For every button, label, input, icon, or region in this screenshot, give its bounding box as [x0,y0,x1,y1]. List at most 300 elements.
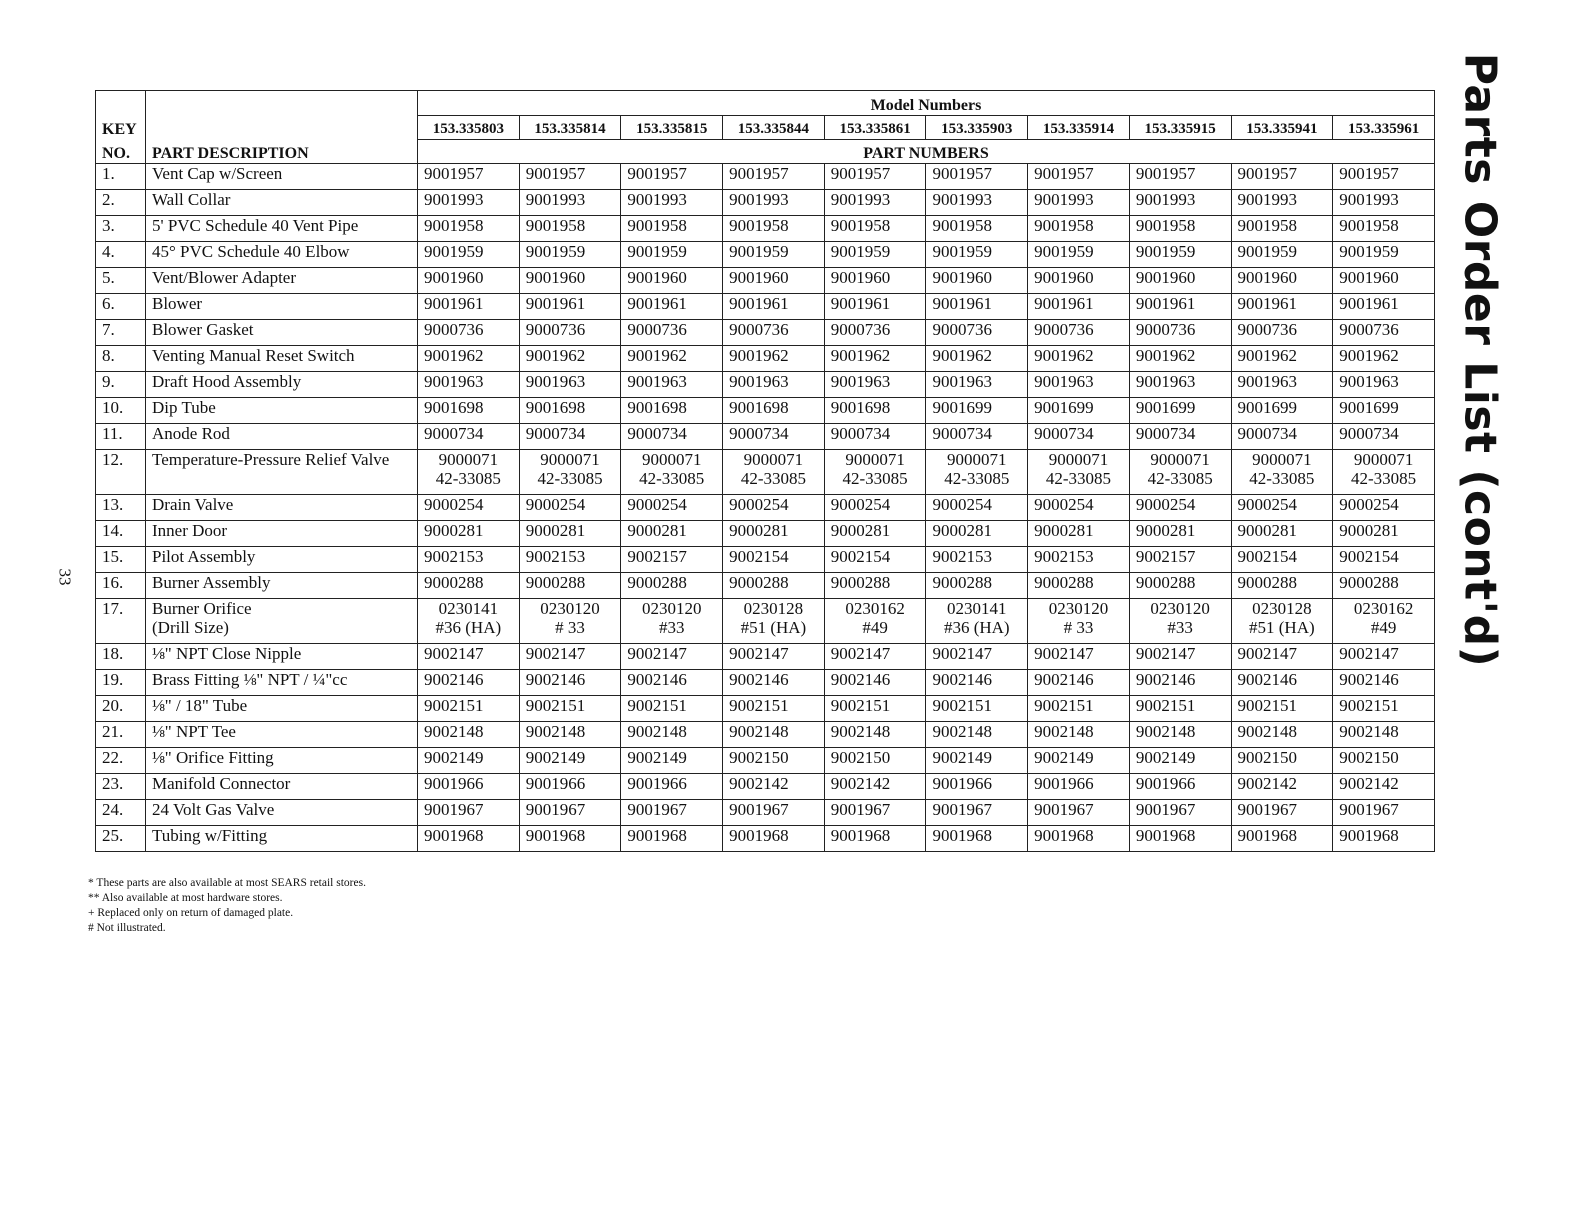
part-number-cell [723,495,825,521]
part-number: 0230120 [641,599,702,618]
part-number-cell [824,826,926,852]
part-number-cell [926,547,1028,573]
part-number: 9001966 [525,774,586,793]
part-number: 9001960 [525,268,586,287]
header-blank-desc [146,91,418,116]
part-description-text: 5' PVC Schedule 40 Vent Pipe [152,216,359,235]
part-number-cell [1333,748,1435,774]
part-number-cell [418,521,520,547]
part-number-cell [1231,547,1333,573]
part-number: 9001963 [424,372,484,391]
part-description-text: 45° PVC Schedule 40 Elbow [152,242,350,261]
model-number-header: 153.335815 [621,115,723,139]
table-row [96,495,1435,521]
part-number: 0230141 [438,599,499,618]
key-number: 18. [96,644,146,670]
key-number: 24. [96,800,146,826]
part-number-cell [1028,573,1130,599]
table-row [96,696,1435,722]
part-number: 9000071 [1252,450,1312,469]
part-number: 9001961 [729,294,789,313]
part-number: 9001962 [1135,346,1196,365]
table-row [96,424,1435,450]
part-description-text: Temperature-Pressure Relief Valve [152,450,390,469]
table-row [96,320,1435,346]
part-number: 9000736 [729,320,789,339]
part-number: 9001958 [830,216,891,235]
part-number: 9002149 [932,748,992,767]
part-number-cell [1129,547,1231,573]
part-number: 9001699 [1339,398,1399,417]
table-row [96,450,1435,495]
part-number: 9001961 [1135,294,1196,313]
part-number: 9002151 [1237,696,1297,715]
part-number: 9000254 [729,495,789,514]
part-number: 9000254 [1135,495,1196,514]
part-number-cell [824,547,926,573]
part-number-cell [723,547,825,573]
part-number-cell [519,573,621,599]
part-number: 9000281 [1237,521,1297,540]
part-number-cell [926,320,1028,346]
part-number: 9001961 [830,294,891,313]
part-number-cell [824,774,926,800]
table-row [96,268,1435,294]
part-number-cell [418,547,520,573]
part-number: 9002154 [1339,547,1399,566]
part-number-cell [621,670,723,696]
part-number-cell [1333,242,1435,268]
part-number-cell [926,190,1028,216]
part-number: 9001993 [932,190,992,209]
part-number-cell [621,774,723,800]
part-number: 9001698 [627,398,687,417]
part-number-cell [519,826,621,852]
part-number-cell [926,216,1028,242]
part-number: 9002157 [1135,547,1196,566]
part-number-cell [723,722,825,748]
part-number-cell [519,268,621,294]
part-number: 9001959 [627,242,687,261]
part-number-cell [1333,372,1435,398]
part-description-text: Draft Hood Assembly [152,372,302,391]
part-number: 9000288 [830,573,891,592]
part-number-cell [418,294,520,320]
part-number: 9001698 [729,398,789,417]
part-number-cell [723,774,825,800]
part-number: 9000281 [525,521,586,540]
part-number: 9001960 [1034,268,1094,287]
part-number-cell [1231,722,1333,748]
part-number-secondary: #49 [862,618,888,637]
part-number-cell [418,424,520,450]
part-number: 9002142 [1237,774,1297,793]
table-row [96,164,1435,190]
part-number: 9001957 [525,164,586,183]
part-number: 9002151 [424,696,484,715]
part-description-subtext: (Drill Size) [152,618,229,637]
table-row [96,670,1435,696]
table-body [96,164,1435,852]
part-number-cell [824,521,926,547]
part-number-cell [723,372,825,398]
part-number-cell [723,599,825,644]
part-number: 9001959 [424,242,484,261]
part-description [146,599,418,644]
part-number: 9000254 [1034,495,1094,514]
part-number-cell [1129,696,1231,722]
part-description [146,268,418,294]
part-description-text: Inner Door [152,521,228,540]
key-number: 7. [96,320,146,346]
part-number: 9001960 [1135,268,1196,287]
part-description [146,450,418,495]
part-description [146,573,418,599]
part-number: 9000734 [424,424,484,443]
part-number-cell [723,268,825,294]
part-number: 9000734 [1034,424,1094,443]
part-number-cell [723,294,825,320]
part-number-cell [926,424,1028,450]
part-number: 9000281 [627,521,687,540]
part-number: 9001699 [1237,398,1297,417]
part-number-cell [1028,748,1130,774]
part-number: 9002151 [729,696,789,715]
part-number: 9002147 [525,644,586,663]
part-number: 9000736 [830,320,891,339]
part-number-cell [723,424,825,450]
part-number-cell [1028,826,1130,852]
table-row [96,242,1435,268]
part-number-cell [519,800,621,826]
part-number-cell [621,722,723,748]
part-description [146,696,418,722]
part-number-cell [1028,599,1130,644]
part-number: 9002148 [1135,722,1196,741]
part-number-cell [621,696,723,722]
part-number-cell [418,696,520,722]
part-number-cell [1333,547,1435,573]
part-number-cell [723,800,825,826]
part-number-cell [621,216,723,242]
part-number: 9001962 [1339,346,1399,365]
part-number: 9000071 [743,450,804,469]
part-number-cell [1231,424,1333,450]
part-number-cell [1231,346,1333,372]
part-number: 9001967 [1034,800,1094,819]
part-number-cell [723,164,825,190]
part-number: 9001960 [729,268,789,287]
part-number: 9001967 [1339,800,1399,819]
part-number-cell [519,696,621,722]
part-number-cell [926,372,1028,398]
part-number: 9001966 [1135,774,1196,793]
part-number: 9000734 [1237,424,1297,443]
part-number: 9001957 [830,164,891,183]
part-number: 9002151 [1034,696,1094,715]
part-number: 9001698 [424,398,484,417]
part-number: 9002146 [627,670,687,689]
part-number-cell [1333,320,1435,346]
part-description-text: ⅛" / 18" Tube [152,696,248,715]
part-number-cell [1028,670,1130,696]
key-number: 5. [96,268,146,294]
part-number-secondary: 42-33085 [944,469,1010,488]
model-number-header: 153.335814 [519,115,621,139]
part-number: 9001967 [729,800,789,819]
part-number-cell [1231,398,1333,424]
part-number-cell [1028,800,1130,826]
model-number-header: 153.335914 [1028,115,1130,139]
part-number-cell [1333,599,1435,644]
part-number: 9001968 [525,826,586,845]
part-number: 9002157 [627,547,687,566]
part-number: 9001993 [729,190,789,209]
part-number: 9001963 [1034,372,1094,391]
part-number-cell [519,372,621,398]
part-number-cell [1028,294,1130,320]
part-number: 9001959 [525,242,586,261]
part-number-cell [723,696,825,722]
part-number: 9001962 [424,346,484,365]
part-number-cell [519,242,621,268]
part-number-cell [621,547,723,573]
part-number-cell [621,599,723,644]
part-number-cell [519,599,621,644]
part-number-cell [824,164,926,190]
part-number: 9001993 [830,190,891,209]
part-number-cell [1028,521,1130,547]
part-number-secondary: #36 (HA) [943,618,1010,637]
part-number: 9001958 [627,216,687,235]
part-number-cell [1028,424,1130,450]
part-number-cell [519,190,621,216]
part-number-cell [1129,599,1231,644]
part-number-secondary: 42-33085 [1147,469,1213,488]
part-number-cell [1333,644,1435,670]
part-number: 9000736 [1237,320,1297,339]
part-number: 9001962 [1034,346,1094,365]
part-number-cell [1231,242,1333,268]
part-description-text: Manifold Connector [152,774,291,793]
part-number: 9000736 [1034,320,1094,339]
header-blank-desc-2 [146,115,418,139]
part-number-cell [621,346,723,372]
part-description-text: Burner Orifice [152,599,252,618]
part-number: 9001958 [525,216,586,235]
part-number-cell [723,521,825,547]
model-number-header: 153.335941 [1231,115,1333,139]
header-row-part-numbers [96,139,1435,164]
part-description-text: Pilot Assembly [152,547,256,566]
part-number-cell [1231,644,1333,670]
part-number-cell [418,450,520,495]
key-number: 16. [96,573,146,599]
part-number-cell [824,268,926,294]
part-description-text: Drain Valve [152,495,234,514]
part-number-cell [723,573,825,599]
part-number: 9001993 [1135,190,1196,209]
key-number: 1. [96,164,146,190]
model-numbers-label: Model Numbers [418,91,1435,116]
key-number: 14. [96,521,146,547]
part-number: 9001967 [627,800,687,819]
part-number: 9001958 [1034,216,1094,235]
key-number: 10. [96,398,146,424]
part-number: 9000281 [424,521,484,540]
part-number-cell [723,398,825,424]
key-label: KEY [96,115,146,139]
table-row [96,599,1435,644]
part-number-cell [621,495,723,521]
part-description-label: PART DESCRIPTION [146,139,418,164]
part-number-cell [1028,450,1130,495]
part-number: 9001962 [932,346,992,365]
part-description [146,372,418,398]
part-number-cell [1333,294,1435,320]
part-number-cell [1333,800,1435,826]
part-number: 9002142 [729,774,789,793]
part-number-cell [1231,670,1333,696]
part-description-text: Dip Tube [152,398,216,417]
part-number-cell [926,346,1028,372]
part-number-cell [519,398,621,424]
part-number-secondary: # 33 [555,618,585,637]
part-description [146,774,418,800]
part-number-secondary: #33 [1167,618,1193,637]
part-number-cell [1231,826,1333,852]
part-number-secondary: #51 (HA) [1249,618,1315,637]
part-number: 9002147 [1237,644,1297,663]
part-number: 9001961 [932,294,992,313]
part-number-cell [418,346,520,372]
part-description-text: Wall Collar [152,190,231,209]
part-number-cell [1028,164,1130,190]
part-number: 9001968 [424,826,484,845]
part-number: 9001963 [729,372,789,391]
part-number-cell [1231,320,1333,346]
part-number-cell [1129,670,1231,696]
part-number-cell [824,398,926,424]
part-number: 9001958 [729,216,789,235]
part-number-cell [824,294,926,320]
part-number: 9002148 [525,722,586,741]
part-number: 9000254 [627,495,687,514]
table-row [96,644,1435,670]
part-number-cell [1028,320,1130,346]
part-number-cell [1231,216,1333,242]
part-number-cell [1129,521,1231,547]
part-number: 9001963 [1237,372,1297,391]
part-number-cell [1333,722,1435,748]
part-number-cell [926,670,1028,696]
part-number-cell [1129,294,1231,320]
part-number: 9001962 [525,346,586,365]
part-number: 9002146 [830,670,891,689]
part-number-cell [418,826,520,852]
part-number: 0230120 [1048,599,1109,618]
part-number: 9000736 [932,320,992,339]
part-number: 9001966 [627,774,687,793]
part-number-cell [1028,242,1130,268]
part-description [146,216,418,242]
part-number-cell [621,573,723,599]
part-number: 9001961 [627,294,687,313]
part-description [146,644,418,670]
part-number-cell [926,696,1028,722]
part-number-cell [926,242,1028,268]
part-number-cell [824,599,926,644]
part-number: 9002146 [1034,670,1094,689]
part-number-cell [1333,398,1435,424]
part-number: 9002148 [1237,722,1297,741]
part-number-cell [1231,268,1333,294]
part-number: 9000281 [830,521,891,540]
part-number-cell [1333,268,1435,294]
part-number: 9001993 [1237,190,1297,209]
part-number: 9002148 [1034,722,1094,741]
part-number-cell [621,294,723,320]
part-number: 0230120 [1150,599,1210,618]
part-number-cell [418,573,520,599]
table-header [96,91,1435,164]
part-number-cell [723,644,825,670]
part-description-text: ⅛" Orifice Fitting [152,748,274,767]
part-number: 9000288 [525,573,586,592]
part-number: 9002151 [1135,696,1196,715]
table-row [96,190,1435,216]
part-number: 9001968 [1034,826,1094,845]
part-number: 0230141 [947,599,1007,618]
part-number: 9002153 [932,547,992,566]
part-number-cell [418,242,520,268]
part-number: 9001958 [1135,216,1196,235]
part-number: 9001958 [1339,216,1399,235]
part-number-cell [926,644,1028,670]
part-number-cell [926,800,1028,826]
part-number: 9001698 [830,398,891,417]
part-number-cell [824,320,926,346]
part-number-cell [1333,521,1435,547]
part-number-cell [1231,800,1333,826]
part-number: 9002146 [729,670,789,689]
part-number: 9000734 [1339,424,1399,443]
part-number-cell [1028,495,1130,521]
model-number-header: 153.335861 [824,115,926,139]
part-number-secondary: 42-33085 [842,469,908,488]
part-number: 9002148 [1339,722,1399,741]
part-number: 9001966 [932,774,992,793]
part-description-text: Vent Cap w/Screen [152,164,283,183]
part-description-text: Anode Rod [152,424,230,443]
part-number: 9002151 [932,696,992,715]
part-description [146,242,418,268]
part-number: 9001993 [424,190,484,209]
part-number-cell [926,573,1028,599]
part-number-cell [1231,774,1333,800]
part-number-cell [1333,495,1435,521]
key-number: 13. [96,495,146,521]
part-number-cell [1028,722,1130,748]
part-number: 9001959 [830,242,891,261]
part-number-cell [1129,346,1231,372]
part-number: 9000288 [1135,573,1196,592]
part-number-cell [1333,670,1435,696]
part-number: 9000288 [424,573,484,592]
part-number-cell [1028,644,1130,670]
part-number: 9001959 [932,242,992,261]
part-number: 9000071 [1150,450,1210,469]
